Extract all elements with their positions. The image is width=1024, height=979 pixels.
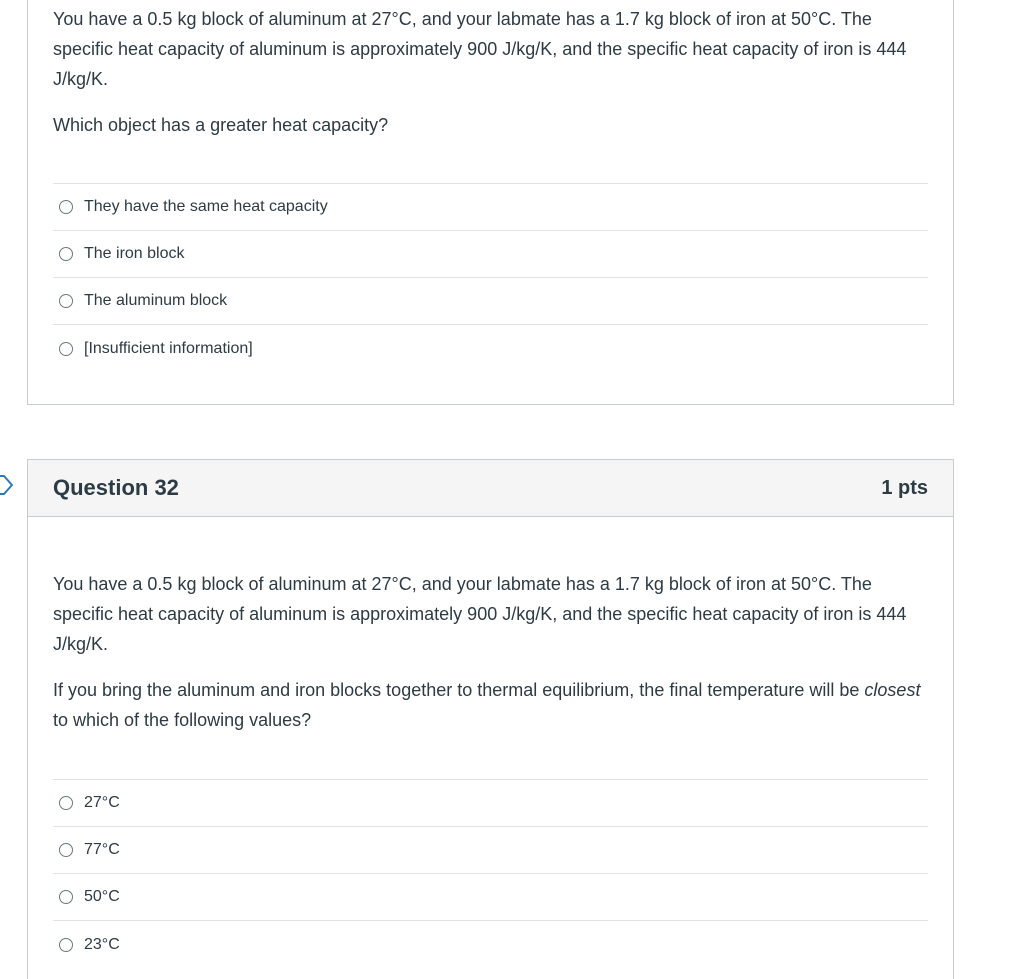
question-32-answers [53, 779, 928, 968]
flag-icon[interactable] [0, 474, 16, 496]
question-32-card [27, 459, 954, 979]
answer-option[interactable] [53, 184, 928, 231]
answer-option[interactable] [53, 780, 928, 827]
answer-label: [Insufficient information] [84, 339, 253, 357]
question-32-prompt [53, 675, 928, 735]
answer-option[interactable] [53, 874, 928, 921]
radio-button[interactable] [59, 200, 73, 214]
answer-label: The aluminum block [84, 292, 228, 309]
radio-button[interactable] [59, 843, 73, 857]
answer-label: 27°C [84, 794, 120, 811]
answer-option[interactable] [53, 827, 928, 874]
radio-button[interactable] [59, 247, 73, 261]
question-points: 1 pts [881, 476, 928, 499]
question-31-card [27, 0, 954, 405]
question-31-body [28, 0, 953, 372]
answer-label: 23°C [84, 935, 120, 953]
answer-option[interactable] [53, 921, 928, 968]
radio-button[interactable] [59, 342, 73, 356]
radio-button[interactable] [59, 294, 73, 308]
prompt-emphasis: closest [864, 680, 921, 700]
answer-option[interactable] [53, 231, 928, 278]
answer-label: 77°C [84, 841, 120, 858]
prompt-text-before: If you bring the aluminum and iron blocks together to thermal equilibrium, the final temperature will be [53, 680, 865, 700]
question-32-body [28, 517, 953, 968]
question-31-answers [53, 183, 928, 372]
question-32-text: You have a 0.5 kg block of aluminum at 27°C, and your labmate has a 1.7 kg block of iron at 50°C. The specific heat capacity of aluminum is approximately 900 J/kg/K, and the specific heat capacity of iron is 444 J/kg/K. [53, 574, 907, 654]
question-title: Question 32 [53, 475, 179, 500]
answer-label: They have the same heat capacity [84, 198, 328, 215]
prompt-text-after: to which of the following values? [53, 710, 312, 730]
answer-option[interactable] [53, 278, 928, 325]
question-31-prompt: Which object has a greater heat capacity? [53, 115, 389, 135]
radio-button[interactable] [59, 890, 73, 904]
radio-button[interactable] [59, 796, 73, 810]
answer-option[interactable] [53, 325, 928, 372]
answer-label: The iron block [84, 245, 185, 262]
answer-label: 50°C [84, 888, 120, 905]
radio-button[interactable] [59, 938, 73, 952]
question-31-text: You have a 0.5 kg block of aluminum at 27°C, and your labmate has a 1.7 kg block of iron at 50°C. The specific heat capacity of aluminum is approximately 900 J/kg/K, and the specific heat capacity of iron is 444 J/kg/K. [53, 9, 907, 89]
question-32-header [28, 460, 953, 517]
